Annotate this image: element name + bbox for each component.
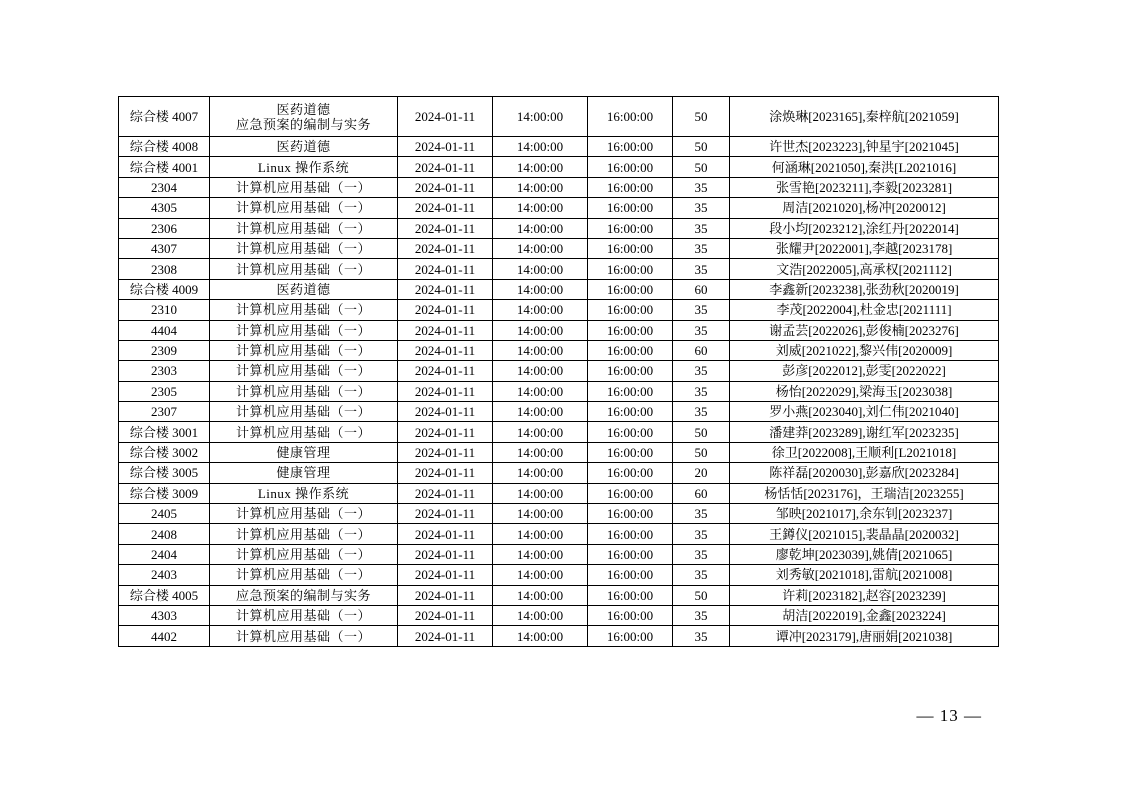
end-time-cell: 16:00:00: [588, 544, 673, 564]
count-cell: 35: [673, 605, 730, 625]
start-time-cell: 14:00:00: [493, 259, 588, 279]
table-body: [119, 97, 999, 647]
end-time-cell: 16:00:00: [588, 422, 673, 442]
course-cell: [210, 585, 398, 605]
invigilators-cell: 彭彦[2022012],彭雯[2022022]: [730, 361, 999, 381]
course-name: 计算机应用基础（一）: [235, 628, 371, 644]
date-cell: 2024-01-11: [398, 238, 493, 258]
end-time-cell: 16:00:00: [588, 463, 673, 483]
end-time-cell: 16:00:00: [588, 524, 673, 544]
course-name-second: 应急预案的编制与实务: [235, 116, 371, 132]
room-cell: 2306: [119, 218, 210, 238]
start-time-cell: 14:00:00: [493, 524, 588, 544]
date-cell: 2024-01-11: [398, 361, 493, 381]
end-time-cell: 16:00:00: [588, 605, 673, 625]
course-name: 计算机应用基础（一）: [235, 200, 371, 216]
count-cell: 35: [673, 198, 730, 218]
end-time-cell: 16:00:00: [588, 504, 673, 524]
table-row: [119, 361, 999, 381]
count-cell: 60: [673, 279, 730, 299]
invigilators-cell: 张耀尹[2022001],李越[2023178]: [730, 238, 999, 258]
table-row: [119, 524, 999, 544]
end-time-cell: 16:00:00: [588, 97, 673, 137]
room-cell: 4305: [119, 198, 210, 218]
date-cell: 2024-01-11: [398, 422, 493, 442]
invigilators-cell: 张雪艳[2023211],李毅[2023281]: [730, 177, 999, 197]
course-cell: [210, 361, 398, 381]
end-time-cell: 16:00:00: [588, 198, 673, 218]
room-cell: 综合楼 3009: [119, 483, 210, 503]
end-time-cell: 16:00:00: [588, 238, 673, 258]
course-cell: [210, 544, 398, 564]
invigilators-cell: 刘秀敏[2021018],雷航[2021008]: [730, 565, 999, 585]
table-row: [119, 381, 999, 401]
course-cell: [210, 422, 398, 442]
start-time-cell: 14:00:00: [493, 218, 588, 238]
count-cell: 35: [673, 504, 730, 524]
start-time-cell: 14:00:00: [493, 157, 588, 177]
invigilators-cell: 涂焕琳[2023165],秦梓航[2021059]: [730, 97, 999, 137]
start-time-cell: 14:00:00: [493, 361, 588, 381]
course-cell: [210, 157, 398, 177]
table-row: [119, 238, 999, 258]
course-cell: [210, 300, 398, 320]
course-name: 计算机应用基础（一）: [235, 322, 371, 338]
invigilators-cell: 王鐏仪[2021015],裴晶晶[2020032]: [730, 524, 999, 544]
end-time-cell: 16:00:00: [588, 279, 673, 299]
end-time-cell: 16:00:00: [588, 483, 673, 503]
end-time-cell: 16:00:00: [588, 177, 673, 197]
end-time-cell: 16:00:00: [588, 585, 673, 605]
course-name: 计算机应用基础（一）: [235, 608, 371, 624]
date-cell: 2024-01-11: [398, 463, 493, 483]
course-name: Linux 操作系统: [257, 159, 350, 175]
end-time-cell: 16:00:00: [588, 402, 673, 422]
start-time-cell: 14:00:00: [493, 422, 588, 442]
start-time-cell: 14:00:00: [493, 483, 588, 503]
end-time-cell: 16:00:00: [588, 340, 673, 360]
invigilators-cell: 罗小燕[2023040],刘仁伟[2021040]: [730, 402, 999, 422]
course-name: 应急预案的编制与实务: [235, 587, 371, 603]
end-time-cell: 16:00:00: [588, 442, 673, 462]
exam-schedule-table: [118, 96, 999, 647]
room-cell: 2309: [119, 340, 210, 360]
start-time-cell: 14:00:00: [493, 626, 588, 646]
table-row: [119, 137, 999, 157]
count-cell: 50: [673, 422, 730, 442]
end-time-cell: 16:00:00: [588, 565, 673, 585]
room-cell: 2305: [119, 381, 210, 401]
invigilators-cell: 李茂[2022004],杜金忠[2021111]: [730, 300, 999, 320]
invigilators-cell: 潘建莽[2023289],谢红军[2023235]: [730, 422, 999, 442]
start-time-cell: 14:00:00: [493, 137, 588, 157]
room-cell: 2304: [119, 177, 210, 197]
course-name: 医药道德: [276, 101, 331, 117]
room-cell: 综合楼 3005: [119, 463, 210, 483]
course-name: Linux 操作系统: [257, 485, 350, 501]
date-cell: 2024-01-11: [398, 524, 493, 544]
count-cell: 50: [673, 137, 730, 157]
course-cell: [210, 626, 398, 646]
course-cell: [210, 605, 398, 625]
course-name: 医药道德: [276, 139, 331, 155]
room-cell: 综合楼 4005: [119, 585, 210, 605]
room-cell: 2308: [119, 259, 210, 279]
date-cell: 2024-01-11: [398, 605, 493, 625]
date-cell: 2024-01-11: [398, 218, 493, 238]
date-cell: 2024-01-11: [398, 504, 493, 524]
count-cell: 35: [673, 259, 730, 279]
table-row: [119, 585, 999, 605]
invigilators-cell: 刘威[2021022],黎兴伟[2020009]: [730, 340, 999, 360]
count-cell: 20: [673, 463, 730, 483]
course-name: 计算机应用基础（一）: [235, 506, 371, 522]
date-cell: 2024-01-11: [398, 259, 493, 279]
start-time-cell: 14:00:00: [493, 340, 588, 360]
end-time-cell: 16:00:00: [588, 218, 673, 238]
start-time-cell: 14:00:00: [493, 97, 588, 137]
invigilators-cell: 徐卫[2022008],王顺利[L2021018]: [730, 442, 999, 462]
room-cell: 2310: [119, 300, 210, 320]
date-cell: 2024-01-11: [398, 320, 493, 340]
count-cell: 35: [673, 238, 730, 258]
course-cell: [210, 218, 398, 238]
course-cell: [210, 504, 398, 524]
table-row: [119, 463, 999, 483]
table-row: [119, 157, 999, 177]
date-cell: 2024-01-11: [398, 97, 493, 137]
table-row: [119, 259, 999, 279]
invigilators-cell: 周洁[2021020],杨冲[2020012]: [730, 198, 999, 218]
end-time-cell: 16:00:00: [588, 157, 673, 177]
invigilators-cell: 段小均[2023212],涂红丹[2022014]: [730, 218, 999, 238]
end-time-cell: 16:00:00: [588, 381, 673, 401]
count-cell: 35: [673, 300, 730, 320]
course-cell: [210, 381, 398, 401]
start-time-cell: 14:00:00: [493, 177, 588, 197]
course-cell: [210, 320, 398, 340]
invigilators-cell: 杨怡[2022029],梁海玉[2023038]: [730, 381, 999, 401]
course-cell: [210, 442, 398, 462]
count-cell: 60: [673, 340, 730, 360]
room-cell: 2405: [119, 504, 210, 524]
invigilators-cell: 廖乾坤[2023039],姚倩[2021065]: [730, 544, 999, 564]
room-cell: 综合楼 3001: [119, 422, 210, 442]
count-cell: 35: [673, 544, 730, 564]
room-cell: 4307: [119, 238, 210, 258]
count-cell: 35: [673, 320, 730, 340]
table-row: [119, 504, 999, 524]
count-cell: 35: [673, 177, 730, 197]
table-row: [119, 422, 999, 442]
room-cell: 4303: [119, 605, 210, 625]
count-cell: 50: [673, 97, 730, 137]
date-cell: 2024-01-11: [398, 137, 493, 157]
date-cell: 2024-01-11: [398, 198, 493, 218]
course-name: 计算机应用基础（一）: [235, 404, 371, 420]
end-time-cell: 16:00:00: [588, 361, 673, 381]
count-cell: 50: [673, 585, 730, 605]
course-name: 健康管理: [276, 465, 331, 481]
room-cell: 综合楼 4001: [119, 157, 210, 177]
course-cell: [210, 279, 398, 299]
course-cell: [210, 177, 398, 197]
table-row: [119, 442, 999, 462]
start-time-cell: 14:00:00: [493, 463, 588, 483]
date-cell: 2024-01-11: [398, 340, 493, 360]
table-row: [119, 218, 999, 238]
course-cell: [210, 524, 398, 544]
start-time-cell: 14:00:00: [493, 381, 588, 401]
course-cell: [210, 238, 398, 258]
course-cell: [210, 402, 398, 422]
count-cell: 35: [673, 361, 730, 381]
invigilators-cell: 许世杰[2023223],钟星宇[2021045]: [730, 137, 999, 157]
room-cell: 2408: [119, 524, 210, 544]
date-cell: 2024-01-11: [398, 157, 493, 177]
invigilators-cell: 陈祥磊[2020030],彭嘉欣[2023284]: [730, 463, 999, 483]
count-cell: 35: [673, 218, 730, 238]
invigilators-cell: 何涵琳[2021050],秦洪[L2021016]: [730, 157, 999, 177]
page-number: — 13 —: [916, 706, 982, 725]
invigilators-cell: 文浩[2022005],高承权[2021112]: [730, 259, 999, 279]
date-cell: 2024-01-11: [398, 483, 493, 503]
course-name: 计算机应用基础（一）: [235, 526, 371, 542]
date-cell: 2024-01-11: [398, 300, 493, 320]
count-cell: 35: [673, 402, 730, 422]
table-row: [119, 402, 999, 422]
start-time-cell: 14:00:00: [493, 300, 588, 320]
room-cell: 2403: [119, 565, 210, 585]
table-row: [119, 626, 999, 646]
room-cell: 2404: [119, 544, 210, 564]
course-cell: [210, 565, 398, 585]
count-cell: 35: [673, 565, 730, 585]
end-time-cell: 16:00:00: [588, 300, 673, 320]
course-name: 计算机应用基础（一）: [235, 261, 371, 277]
room-cell: 综合楼 4007: [119, 97, 210, 137]
course-name: 计算机应用基础（一）: [235, 547, 371, 562]
table-row: [119, 605, 999, 625]
start-time-cell: 14:00:00: [493, 585, 588, 605]
end-time-cell: 16:00:00: [588, 626, 673, 646]
date-cell: 2024-01-11: [398, 381, 493, 401]
invigilators-cell: 邹映[2021017],余东钊[2023237]: [730, 504, 999, 524]
course-name: 计算机应用基础（一）: [235, 383, 371, 399]
start-time-cell: 14:00:00: [493, 442, 588, 462]
start-time-cell: 14:00:00: [493, 279, 588, 299]
course-name: 计算机应用基础（一）: [235, 424, 371, 440]
course-name: 健康管理: [276, 445, 331, 461]
date-cell: 2024-01-11: [398, 626, 493, 646]
invigilators-cell: 胡洁[2022019],金鑫[2023224]: [730, 605, 999, 625]
course-name: 计算机应用基础（一）: [235, 302, 371, 318]
room-cell: 综合楼 4009: [119, 279, 210, 299]
course-name: 计算机应用基础（一）: [235, 179, 371, 195]
start-time-cell: 14:00:00: [493, 605, 588, 625]
invigilators-cell: 许莉[2023182],赵容[2023239]: [730, 585, 999, 605]
course-cell: [210, 97, 398, 137]
table-row: [119, 198, 999, 218]
count-cell: 50: [673, 442, 730, 462]
room-cell: 2303: [119, 361, 210, 381]
room-cell: 综合楼 3002: [119, 442, 210, 462]
room-cell: 4402: [119, 626, 210, 646]
course-name: 计算机应用基础（一）: [235, 343, 371, 359]
course-name: 医药道德: [276, 281, 331, 297]
table-row: [119, 544, 999, 564]
count-cell: 35: [673, 626, 730, 646]
course-cell: [210, 137, 398, 157]
course-cell: [210, 483, 398, 503]
date-cell: 2024-01-11: [398, 565, 493, 585]
invigilators-cell: 谭冲[2023179],唐丽娟[2021038]: [730, 626, 999, 646]
date-cell: 2024-01-11: [398, 177, 493, 197]
date-cell: 2024-01-11: [398, 442, 493, 462]
course-name: 计算机应用基础（一）: [235, 567, 371, 583]
table-row: [119, 279, 999, 299]
room-cell: 2307: [119, 402, 210, 422]
end-time-cell: 16:00:00: [588, 320, 673, 340]
date-cell: 2024-01-11: [398, 402, 493, 422]
table-row: [119, 177, 999, 197]
start-time-cell: 14:00:00: [493, 565, 588, 585]
end-time-cell: 16:00:00: [588, 137, 673, 157]
course-cell: [210, 463, 398, 483]
course-cell: [210, 340, 398, 360]
table-row: [119, 300, 999, 320]
room-cell: 4404: [119, 320, 210, 340]
table-row: [119, 565, 999, 585]
course-name: 计算机应用基础（一）: [235, 241, 371, 257]
course-cell: [210, 198, 398, 218]
room-cell: 综合楼 4008: [119, 137, 210, 157]
date-cell: 2024-01-11: [398, 585, 493, 605]
course-name: 计算机应用基础（一）: [235, 220, 371, 236]
table-row: [119, 340, 999, 360]
date-cell: 2024-01-11: [398, 279, 493, 299]
table-row: [119, 320, 999, 340]
course-cell: [210, 259, 398, 279]
start-time-cell: 14:00:00: [493, 238, 588, 258]
table-row: [119, 97, 999, 137]
start-time-cell: 14:00:00: [493, 320, 588, 340]
count-cell: 35: [673, 381, 730, 401]
end-time-cell: 16:00:00: [588, 259, 673, 279]
table-row: [119, 483, 999, 503]
start-time-cell: 14:00:00: [493, 402, 588, 422]
course-name: 计算机应用基础（一）: [235, 363, 371, 379]
count-cell: 60: [673, 483, 730, 503]
start-time-cell: 14:00:00: [493, 544, 588, 564]
date-cell: 2024-01-11: [398, 544, 493, 564]
start-time-cell: 14:00:00: [493, 198, 588, 218]
invigilators-cell: 谢孟芸[2022026],彭俊楠[2023276]: [730, 320, 999, 340]
invigilators-cell: 李鑫新[2023238],张劲秋[2020019]: [730, 279, 999, 299]
count-cell: 35: [673, 524, 730, 544]
start-time-cell: 14:00:00: [493, 504, 588, 524]
invigilators-cell: 杨恬恬[2023176]，王瑞洁[2023255]: [730, 483, 999, 503]
count-cell: 50: [673, 157, 730, 177]
